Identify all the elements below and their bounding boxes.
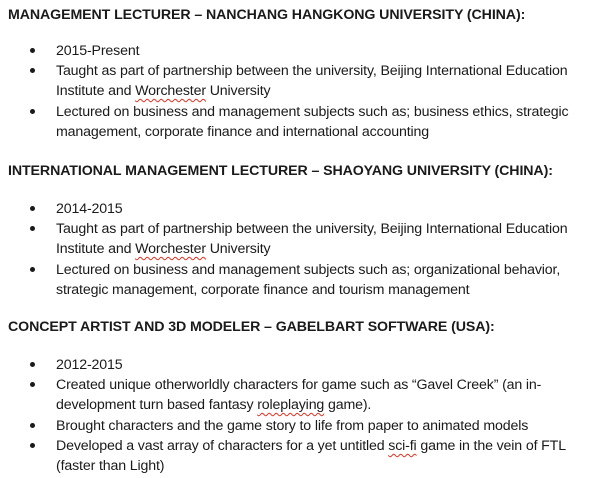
- bullet-icon: [30, 362, 35, 367]
- bullet-text: Created unique otherworldly characters for game such as “Gavel Creek” (an in- development turn based fantasy roleplaying game).: [56, 377, 542, 413]
- bullet-icon: [30, 206, 35, 211]
- spelling-flag: Worchester: [135, 241, 206, 257]
- bullet-text: Taught as part of partnership between the university, Beijing International Education Institute and Worchester University: [56, 221, 568, 257]
- job-heading: MANAGEMENT LECTURER – NANCHANG HANGKONG UNIVERSITY (CHINA):: [8, 7, 526, 23]
- bullet-text: Lectured on business and management subjects such as; business ethics, strategic management, corporate finance and international accounting: [56, 104, 569, 140]
- bullet-icon: [30, 68, 35, 73]
- bullet-text: 2012-2015: [56, 357, 123, 373]
- bullet-text: Lectured on business and management subjects such as; organizational behavior, strategic management, corporate finance and tourism management: [56, 262, 561, 298]
- bullet-text: Developed a vast array of characters for a yet untitled sci-fi game in the vein of FTL (faster than Light): [56, 438, 566, 474]
- bullet-icon: [30, 267, 35, 272]
- job-heading: INTERNATIONAL MANAGEMENT LECTURER – SHAOYANG UNIVERSITY (CHINA):: [8, 163, 553, 179]
- bullet-text: Taught as part of partnership between the university, Beijing International Education Institute and Worchester University: [56, 63, 568, 99]
- bullet-icon: [30, 443, 35, 448]
- bullet-text: Brought characters and the game story to life from paper to animated models: [56, 418, 529, 434]
- spelling-flag: sci-fi: [388, 438, 417, 454]
- bullet-icon: [30, 226, 35, 231]
- spelling-flag: roleplaying: [257, 397, 325, 413]
- bullet-icon: [30, 48, 35, 53]
- bullet-icon: [30, 423, 35, 428]
- job-heading: CONCEPT ARTIST AND 3D MODELER – GABELBART SOFTWARE (USA):: [8, 319, 495, 335]
- spelling-flag: Worchester: [135, 83, 206, 99]
- bullet-text: 2015-Present: [56, 43, 140, 59]
- bullet-text: 2014-2015: [56, 201, 123, 217]
- bullet-icon: [30, 382, 35, 387]
- bullet-icon: [30, 109, 35, 114]
